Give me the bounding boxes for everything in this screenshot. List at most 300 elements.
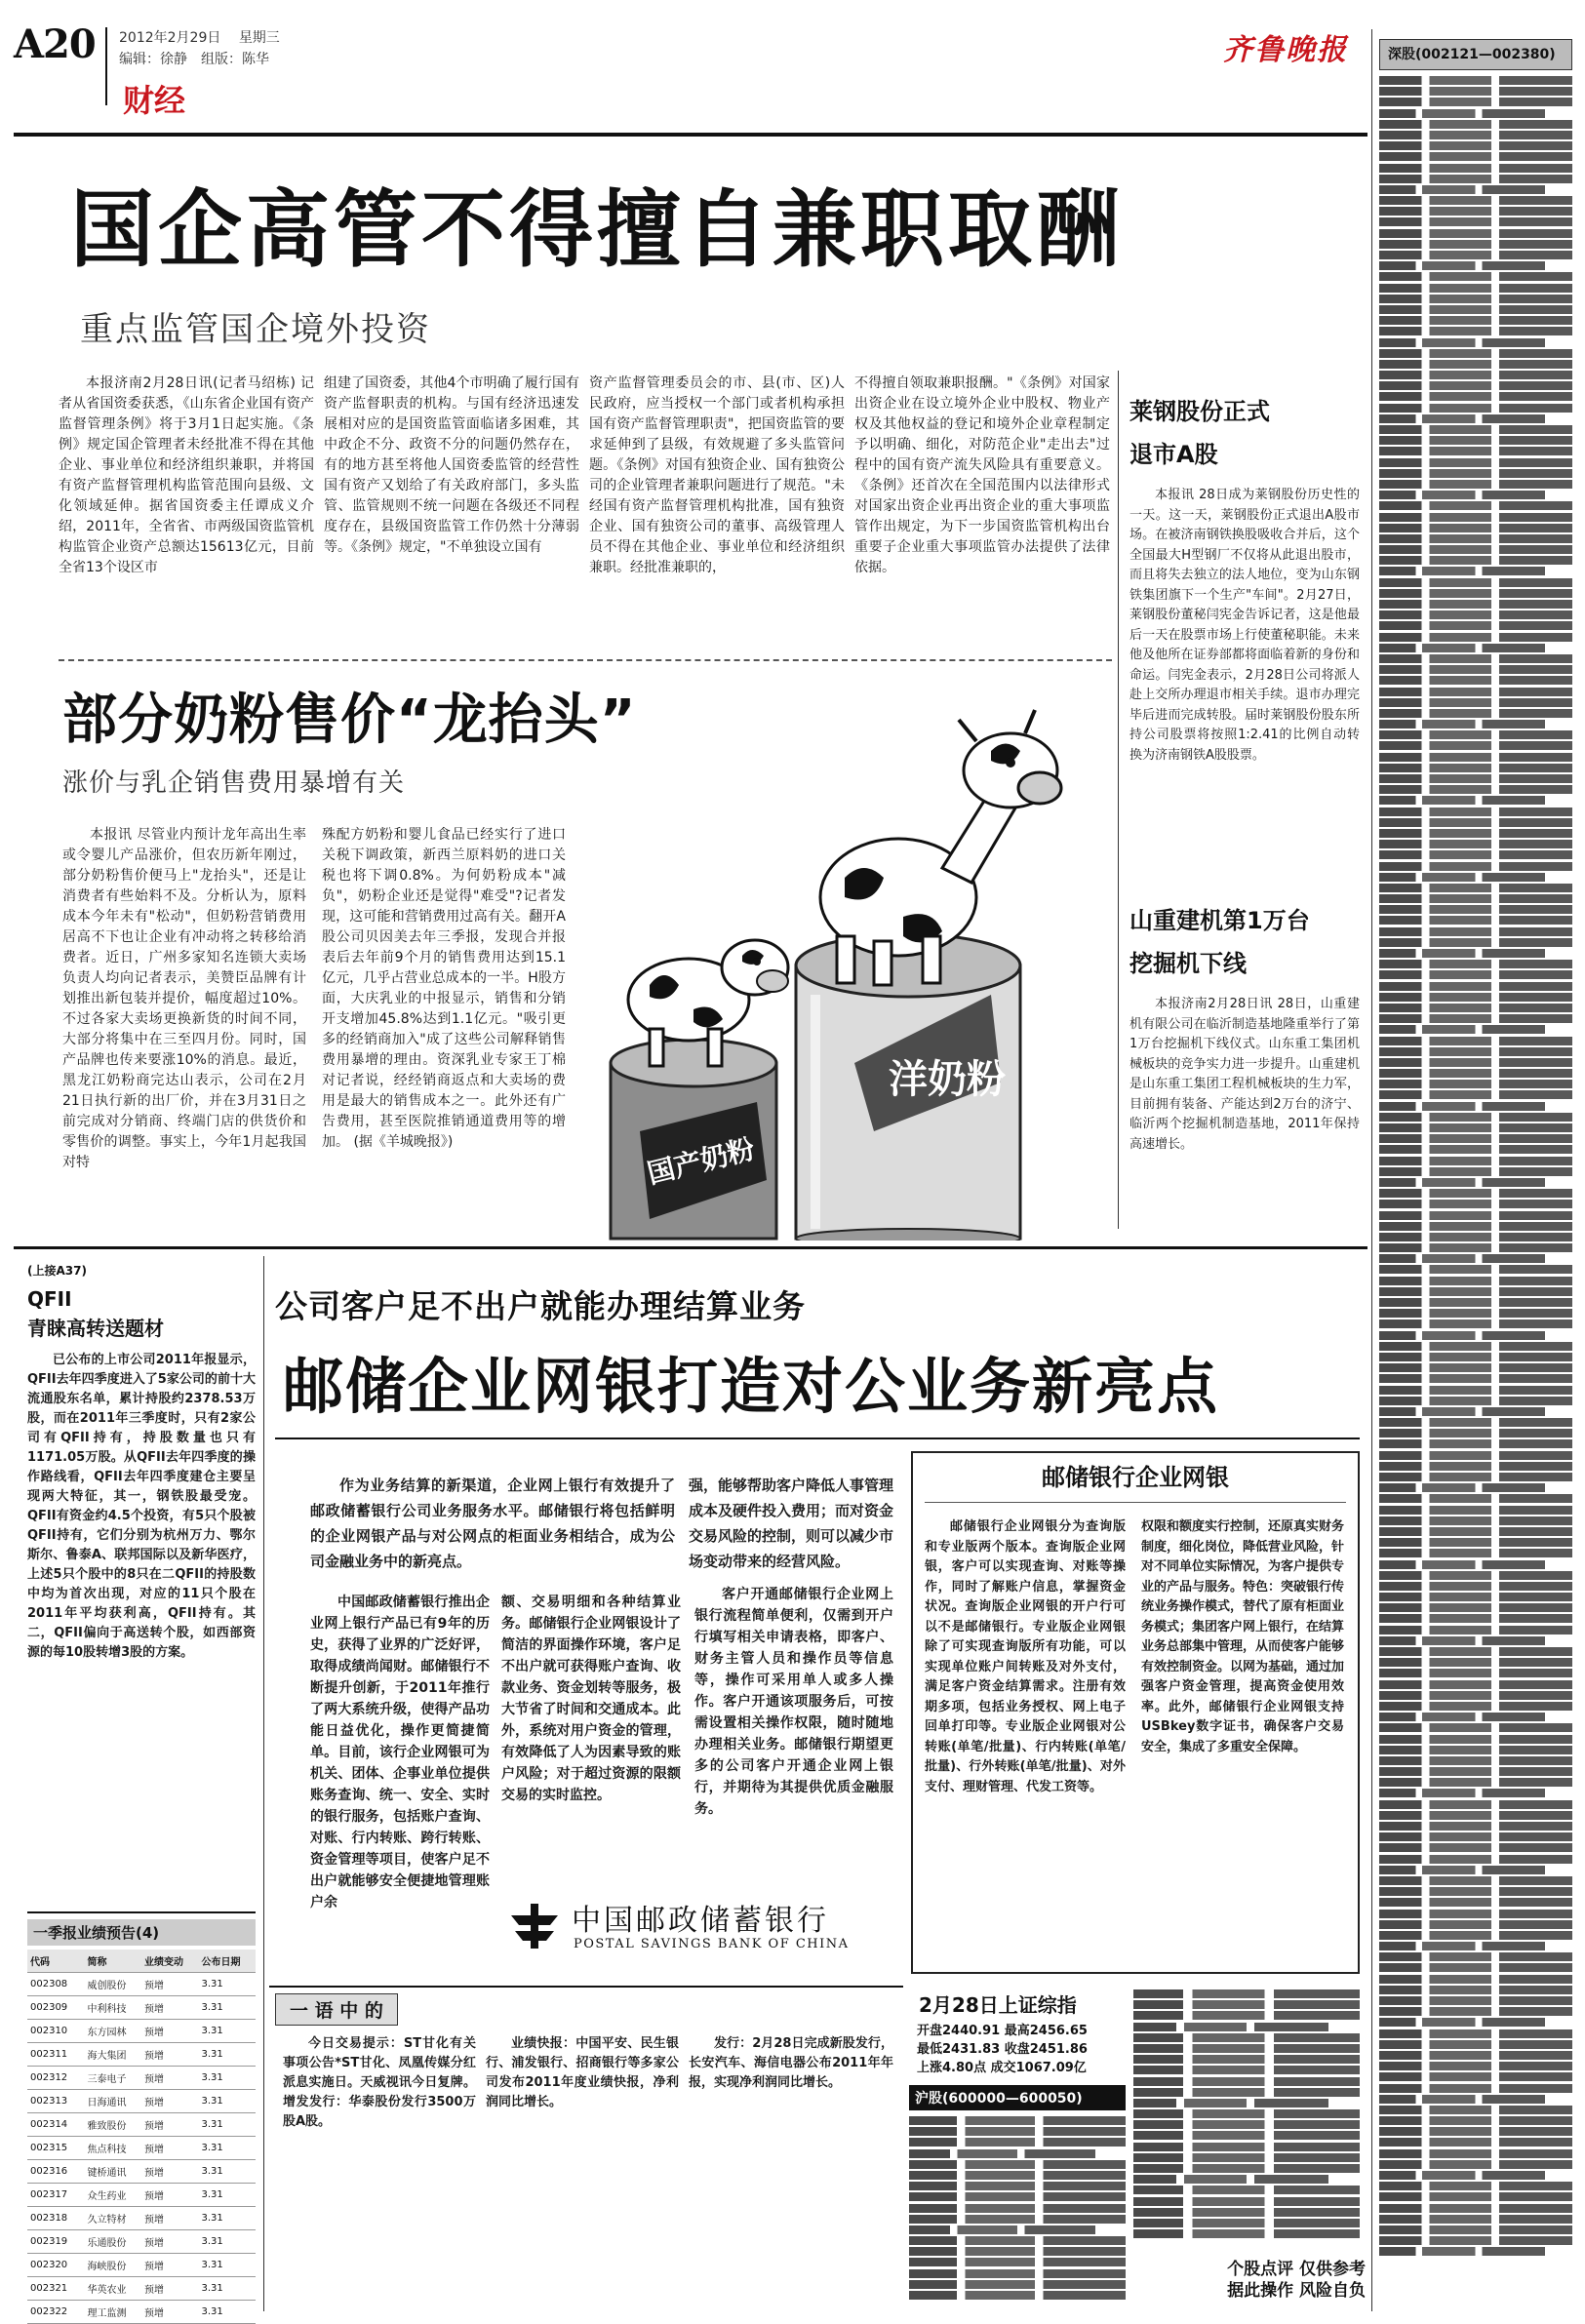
- forecast-table-cell: 3.31: [201, 1979, 223, 1989]
- psbc-col-3-text: 客户开通邮储银行企业网上银行流程简单便利，仅需到开户行填写相关申请表格，即客户、财务主管人员和操作员等信息等，操作可采用单人或多人操作。客户开通该项服务后，可按需设置相关操作权限，随时随地办理相关业务。邮储银行期望更多的公司客户开通企业网上银行，并期待为其提供优质金融服务。: [694, 1587, 893, 1817]
- side-column-rule: [1118, 371, 1119, 1229]
- stock-listing-line: [1379, 1626, 1572, 1635]
- forecast-table-cell: 002321: [30, 2283, 68, 2294]
- stock-listing-line: [1379, 1418, 1572, 1427]
- notes-col-3: [689, 2034, 893, 2311]
- qfii-headline-1: QFII: [27, 1287, 72, 1311]
- weekday-text: 星期三: [238, 30, 280, 46]
- side-story-1-headline-1: 莱钢股份正式: [1129, 398, 1270, 425]
- forecast-table-cell: 3.31: [201, 2260, 223, 2270]
- forecast-table-cell: 预增: [144, 2308, 164, 2319]
- stock-listing-line: [1379, 1353, 1572, 1361]
- stock-listing-line: [1379, 1320, 1572, 1328]
- stock-listing-line: [909, 2258, 1126, 2266]
- forecast-header-code: 代码: [30, 1957, 50, 1968]
- stock-listing-line: [1379, 1145, 1572, 1154]
- stock-listing-line: [1379, 1746, 1572, 1754]
- lead-col-1: [59, 374, 314, 647]
- imported-can-label: 洋奶粉: [889, 1057, 1006, 1102]
- stock-listing-line: [1133, 2033, 1360, 2042]
- psbc-col-3: [694, 1584, 893, 1876]
- stock-listing-line: [1379, 2040, 1572, 2049]
- stock-listing-line: [1379, 251, 1572, 259]
- forecast-table-cell: 002310: [30, 2026, 68, 2036]
- stock-listing-line: [1379, 1374, 1572, 1383]
- stock-listing-line: [1379, 1647, 1572, 1656]
- forecast-table-row: [27, 2160, 256, 2184]
- forecast-table-cell: 3.31: [201, 2096, 223, 2107]
- lead-subheadline: 重点监管国企境外投资: [80, 310, 431, 349]
- psbc-lead-text: 作为业务结算的新渠道，企业网上银行有效提升了邮政储蓄银行公司业务服务水平。邮储银行将包括鲜明的企业网银产品与对公网点的柜面业务相结合，成为公司金融业务中的新亮点。: [310, 1477, 675, 1570]
- psbc-kicker: 公司客户足不出户就能办理结算业务: [275, 1287, 806, 1325]
- stock-listing-line: [1379, 1811, 1572, 1820]
- stock-listing-line: [1379, 1397, 1572, 1405]
- stock-listing-line: [1379, 1494, 1572, 1503]
- stock-listing-line: [909, 2116, 1126, 2125]
- masthead-rule: [14, 133, 1367, 137]
- forecast-table-cell: 海大集团: [87, 2051, 127, 2062]
- stock-listing-line: [1379, 764, 1572, 772]
- forecast-table-cell: 焦点科技: [87, 2145, 127, 2155]
- forecast-header-name: 简称: [87, 1957, 107, 1968]
- forecast-table-cell: 威创股份: [87, 1981, 127, 1991]
- stock-listing-line: [1133, 2000, 1360, 2009]
- stock-listing-line: [1379, 1603, 1572, 1612]
- stock-listing-line: [1133, 2131, 1360, 2140]
- stock-listing-line: [1379, 1037, 1572, 1045]
- forecast-table-cell: 预增: [144, 2098, 164, 2108]
- stock-listing-line: [1379, 688, 1572, 696]
- stock-listing-line: [1379, 2192, 1572, 2201]
- forecast-table-cell: 预增: [144, 2238, 164, 2249]
- upper-section-rule: [14, 1246, 1367, 1249]
- stock-listing-line: [1379, 829, 1572, 838]
- stock-listing-line: [1379, 556, 1572, 565]
- stock-listing-line: [1379, 1483, 1545, 1492]
- forecast-table-title: 一季报业绩预告(4): [27, 1919, 256, 1946]
- stock-listing-line: [1379, 578, 1572, 587]
- stock-listing-line: [1379, 1680, 1572, 1689]
- stock-listing-line: [1379, 284, 1572, 293]
- stock-listing-line: [1379, 1102, 1545, 1111]
- stock-listing-line: [1379, 1386, 1572, 1395]
- forecast-table-cell: 002315: [30, 2143, 68, 2153]
- lead-col-4-text: 不得擅自领取兼职报酬。"《条例》对国家出资企业在设立境外企业中股权、物业产权及其他权益的登记和境外企业章程制定予以明确、细化，对防范企业"走出去"过程中的国有资产流失风险具有重要意义。《条例》还首次在全国范围内以法律形式对国家出资企业再出资企业的重大事项监管作出规定，为下一步国资监管机构出台重要子企业重大事项监管办法提供了法律依据。: [854, 375, 1110, 575]
- stock-listing-line: [1379, 185, 1545, 194]
- stock-listing-line: [1379, 1756, 1572, 1765]
- index-line-3: 上涨4.80点 成交1067.09亿: [917, 2061, 1087, 2075]
- stock-listing-line: [1379, 916, 1572, 925]
- side-story-1-body: [1129, 486, 1360, 887]
- stock-listing-line: [1379, 1123, 1572, 1132]
- stock-listing-line: [1379, 1363, 1572, 1372]
- lead-col-3-text: 资产监督管理委员会的市、县(市、区)人民政府，应当授权一个部门或者机构承担国有资产监督管理职责"，把国资监管的要求延伸到了县级，有效规避了多头监管问题。《条例》对国有独资企业、国有独资公司的企业管理者兼职问题进行了规范。"未经国有资产监督管理机构批准，国有独资企业、国有独资公司的董事、高级管理人员不得在其他企业、事业单位和经济组织兼职。经批准兼职的，: [589, 375, 845, 575]
- stock-listing-line: [1379, 261, 1545, 270]
- forecast-table-body: [27, 1973, 256, 2324]
- stock-listing-line: [1379, 1778, 1572, 1787]
- stock-listing-line: [1379, 2138, 1572, 2147]
- stock-listing-line: [1379, 633, 1572, 642]
- psbc-lead-right: [689, 1473, 893, 1574]
- notes-col-2-text: 业绩快报：中国平安、民生银行、浦发银行、招商银行等多家公司发布2011年度业绩快报，净利润同比增长。: [486, 2036, 679, 2109]
- stock-listing-line: [1379, 676, 1572, 685]
- stock-listing-line: [1379, 316, 1572, 325]
- stock-listing-line: [1379, 1920, 1572, 1929]
- qfii-story: [27, 1262, 256, 1936]
- stock-listing-line: [1379, 1975, 1572, 1984]
- stock-listing-line: [1379, 611, 1572, 619]
- forecast-header-date: 公布日期: [201, 1957, 241, 1968]
- stock-listing-line: [1379, 654, 1572, 663]
- stock-listing-line: [1379, 109, 1545, 118]
- forecast-table-cell: 002320: [30, 2260, 68, 2270]
- qfii-body: [27, 1351, 256, 1936]
- stock-listing-line: [909, 2182, 1126, 2190]
- forecast-table-cell: 3.31: [201, 2166, 223, 2177]
- stock-listing-line: [1379, 873, 1545, 882]
- small-cow-icon: [628, 940, 788, 1066]
- stock-listing-line: [1379, 141, 1572, 150]
- paper-logo: 齐鲁晚报: [1223, 33, 1348, 67]
- stock-listing-line: [1379, 1451, 1572, 1460]
- stock-listing-line: [1133, 2023, 1328, 2031]
- stock-listing-line: [1133, 1989, 1360, 1998]
- stock-listing-line: [1379, 1735, 1572, 1744]
- forecast-table-cell: 海峡股份: [87, 2262, 127, 2272]
- stock-listing-line: [1379, 1025, 1545, 1034]
- stock-listing-line: [909, 2160, 1126, 2169]
- forecast-table-row: [27, 2090, 256, 2113]
- milk-col-2-text: 殊配方奶粉和婴儿食品已经实行了进口关税下调政策，新西兰原料奶的进口关税也将下调0.8%。为何奶粉成本"减负"，奶粉企业还是觉得"难受"?记者发现，这可能和营销费用过高有关。翻开A股公司贝因美去年三季报，发现合并报表后去年前9个月的销售费用达到15.1亿元，几乎占营业总成本的一半。H股方面，大庆乳业的中报显示，销售和分销开支增加45.8%达到1.1亿元。"吸引更多的经销商加入"成了这些公司解释销售费用暴增的理由。资深乳业专家王丁棉对记者说，经经销商返点和大卖场的费用是最大的销售成本之一。此外还有广告费用，甚至医院推销通道费用等的增加。 (据《羊城晚报》): [322, 827, 566, 1150]
- forecast-table-cell: 3.31: [201, 2189, 223, 2200]
- stock-listing-line: [1379, 970, 1572, 979]
- stock-listing-line: [1379, 175, 1572, 183]
- stock-listing-line: [1379, 87, 1572, 96]
- stock-listing-line: [1133, 2208, 1360, 2217]
- psbc-logo: [507, 1892, 878, 1964]
- forecast-table-cell: 乐通股份: [87, 2238, 127, 2249]
- stock-listing-line: [1379, 1636, 1545, 1645]
- stock-listing-line: [1133, 2175, 1328, 2184]
- stock-listing-line: [1379, 927, 1572, 936]
- stock-listing-line: [1379, 1702, 1572, 1711]
- milk-col-1-text: 本报讯 尽管业内预计龙年高出生率或令婴儿产品涨价，但农历新年刚过，部分奶粉售价便马上"龙抬头"，还是让消费者有些始料不及。分析认为，原料成本今年未有"松动"，但奶粉营销费用居高不下也让企业有冲动将之转移给消费者。近日，广州多家知名连锁大卖场负责人均向记者表示，美赞臣品牌有计划推出新包装并提价，幅度超过10%。不过各家大卖场更换新货的时间不同，大部分将集中在三至四月份。同时，国产品牌也传来要涨10%的消息。最近，黑龙江奶粉商完达山表示，公司在2月21日执行新的出厂价，并在3月31日之前完成对分销商、终端门店的供货价和零售价的调整。事实上，今年1月起我国对特: [62, 827, 306, 1170]
- forecast-table-cell: 3.31: [201, 2306, 223, 2317]
- stock-listing-line: [1379, 862, 1572, 871]
- stock-listing-line: [1379, 2149, 1572, 2158]
- story-separator: [59, 659, 1112, 661]
- forecast-table-row: [27, 2184, 256, 2207]
- big-cow-icon: [820, 710, 1061, 985]
- stock-listing-line: [1379, 513, 1572, 522]
- forecast-table-header: [27, 1950, 256, 1973]
- forecast-table-cell: 雅致股份: [87, 2121, 127, 2132]
- stock-listing-line: [1379, 1560, 1545, 1569]
- forecast-table: [27, 1919, 256, 2324]
- stock-listing-line: [1379, 2062, 1572, 2070]
- stock-listing-line: [1379, 458, 1572, 467]
- stock-listing-line: [1379, 207, 1572, 216]
- stock-listing-line: [1379, 501, 1572, 510]
- stock-listing-line: [1133, 2164, 1360, 2173]
- stock-listing-line: [1379, 1462, 1572, 1471]
- stock-listing-line: [1379, 665, 1572, 674]
- stock-listing-line: [1379, 1090, 1572, 1099]
- psbc-box-col-2-text: 权限和额度实行控制，还原真实财务制度，细化岗位，降低营业风险，针对不同单位实际情况，为客户提供专业的产品与服务。特色：突破银行传统业务操作模式，替代了原有柜面业务模式；集团客户网上银行，在结算业务总部集中管理，从而使客户能够有效控制资金。以网为基础，通过加强客户资金管理，提高资金使用效率。此外，邮储银行企业网银支持USBkey数字证书，确保客户交易安全，集成了多重安全保障。: [1141, 1519, 1344, 1754]
- forecast-table-cell: 预增: [144, 2215, 164, 2226]
- stock-listing-line: [1379, 2051, 1572, 2060]
- stock-listing-line: [1379, 338, 1545, 347]
- lead-col-4: [854, 374, 1110, 647]
- qfii-continued: (上接A37): [27, 1264, 87, 1278]
- stock-listing-line: [1379, 785, 1572, 794]
- stock-listing-line: [1133, 2197, 1360, 2206]
- stock-listing-line: [1379, 1200, 1572, 1208]
- forecast-table-cell: 002317: [30, 2189, 68, 2200]
- stock-listing-line: [1379, 600, 1572, 609]
- stock-listing-line: [1379, 349, 1572, 358]
- psbc-box-col-2: [1141, 1517, 1344, 1956]
- stock-listing-line: [1133, 2011, 1360, 2020]
- forecast-table-row: [27, 2137, 256, 2160]
- stock-listing-line: [1379, 894, 1572, 903]
- stock-listing-line: [1379, 2106, 1572, 2114]
- notes-col-3-text: 发行：2月28日完成新股发行，长安汽车、海信电器公布2011年年报，实现净利润同比增长。: [689, 2036, 893, 2090]
- stock-listing-line: [1133, 2055, 1360, 2064]
- stock-listing-line: [1379, 1876, 1572, 1885]
- stock-listing-line: [1133, 2143, 1360, 2151]
- stock-listing-line: [1379, 76, 1572, 85]
- stock-listing-line: [1379, 840, 1572, 848]
- stock-listing-line: [1379, 1942, 1545, 1950]
- stock-listing-line: [909, 2226, 1095, 2234]
- stock-listing-line: [1379, 1658, 1572, 1667]
- forecast-table-cell: 预增: [144, 2121, 164, 2132]
- qfii-headline-2: 青睐高转送题材: [27, 1317, 164, 1340]
- psbc-logo-cn: 中国邮政储蓄银行: [572, 1904, 829, 1938]
- stock-listing-line: [1379, 1931, 1572, 1940]
- milk-col-2: [322, 825, 566, 1237]
- stock-listing-line: [1379, 1134, 1572, 1143]
- milk-col-1: [62, 825, 306, 1237]
- stock-listing-line: [1379, 621, 1572, 630]
- stock-listing-line: [1379, 884, 1572, 892]
- bottom-right-stock-lines: [1133, 1989, 1360, 2238]
- stock-listing-line: [1379, 818, 1572, 827]
- stock-listing-line: [1379, 164, 1572, 173]
- lead-col-2: [324, 374, 579, 647]
- stock-listing-line: [1379, 1080, 1572, 1088]
- forecast-table-cell: 3.31: [201, 2119, 223, 2130]
- stock-listing-line: [1379, 1309, 1572, 1318]
- stock-listing-line: [909, 2215, 1126, 2224]
- stock-listing-line: [1379, 1527, 1572, 1536]
- stock-listing-line: [1379, 982, 1572, 991]
- forecast-table-row: [27, 2301, 256, 2324]
- stock-listing-line: [1379, 644, 1545, 652]
- stock-listing-line: [1379, 1331, 1545, 1340]
- forecast-table-cell: 3.31: [201, 2072, 223, 2083]
- lead-col-3: [589, 374, 845, 647]
- stock-listing-line: [909, 2127, 1126, 2136]
- psbc-col-2: [501, 1592, 681, 1845]
- stock-listing-line: [1379, 1157, 1572, 1165]
- stock-listing-line: [1379, 1069, 1572, 1078]
- psbc-col-2-text: 额、交易明细和各种结算业务。邮储银行企业网银设计了简洁的界面操作环境，客户足不出户就可获得账户查询、收款业务、资金划转等服务，极大节省了时间和交通成本。此外，系统对用户资金的管理，有效降低了人为因素导致的账户风险；对于超过资源的限额交易的实时监控。: [501, 1595, 681, 1803]
- stock-listing-line: [1379, 1952, 1572, 1961]
- forecast-table-cell: 3.31: [201, 2026, 223, 2036]
- stock-listing-line: [1379, 240, 1572, 249]
- stock-listing-line: [1133, 2120, 1360, 2129]
- stock-listing-line: [1379, 698, 1572, 707]
- stock-listing-line: [1379, 2116, 1572, 2125]
- stock-listing-line: [1379, 1342, 1572, 1351]
- side-story-2-text: 本报济南2月28日讯 28日，山重建机有限公司在临沂制造基地隆重举行了第1万台挖掘机下线仪式。山东重工集团机械板块的竞争实力进一步提升。山重建机是山东重工集团工程机械板块的生力军，目前拥有装备、产能达到2万台的济宁、临沂两个挖掘机制造基地，2011年保持高速增长。: [1129, 997, 1360, 1152]
- stock-listing-line: [1379, 1614, 1572, 1623]
- lead-col-2-text: 组建了国资委，其他4个市明确了履行国有资产监督职责的机构。与国有经济迅速发展相对应的是国资监管面临诸多困难，其中政企不分、政资不分的问题仍然存在，有的地方甚至将他人国资委监管的经营性国有资产又划给了有关政府部门，多头监管、监管规则不统一问题在各级还不同程度存在，县级国资监管工作仍然十分薄弱等。《条例》规定，"不单独设立国有: [324, 375, 579, 555]
- forecast-table-cell: 002313: [30, 2096, 68, 2107]
- forecast-table-row: [27, 2020, 256, 2043]
- stock-listing-line: [1379, 1243, 1572, 1252]
- forecast-table-cell: 中利科技: [87, 2004, 127, 2015]
- stock-listing-line: [1133, 2219, 1360, 2227]
- stock-listing-line: [1133, 2099, 1328, 2107]
- stock-listing-line: [1379, 567, 1545, 575]
- stock-listing-line: [1379, 1189, 1572, 1198]
- stock-listing-line: [1379, 1986, 1572, 1994]
- stock-listing-line: [1379, 1582, 1572, 1591]
- stock-listing-line: [1379, 1789, 1545, 1797]
- stock-listing-line: [1379, 709, 1572, 718]
- stock-listing-line: [1133, 2088, 1360, 2097]
- lower-left-rule: [263, 1256, 264, 2311]
- forecast-table-cell: 002318: [30, 2213, 68, 2224]
- forecast-table-row: [27, 2207, 256, 2230]
- stock-listing-line: [909, 2269, 1126, 2278]
- forecast-table-cell: 002322: [30, 2306, 68, 2317]
- stock-listing-line: [1379, 1265, 1572, 1274]
- stock-listing-line: [1379, 2018, 1545, 2027]
- qfii-table-rule: [27, 1911, 256, 1913]
- index-line-1: 开盘2440.91 最高2456.65: [917, 2024, 1088, 2038]
- stock-listing-line: [909, 2236, 1126, 2245]
- stock-listing-line: [1379, 120, 1572, 129]
- stock-listing-line: [909, 2247, 1126, 2256]
- milk-subheadline: 涨价与乳企销售费用暴增有关: [62, 768, 406, 798]
- forecast-table-cell: 三泰电子: [87, 2074, 127, 2085]
- psbc-box-col-1-text: 邮储银行企业网银分为查询版和专业版两个版本。查询版企业网银，客户可以实现查询、对账等操作，同时了解账户信息，掌握资金状况。查询版企业网银的开户行可以不是邮储银行。专业版企业网银除了可实现查询版所有功能，可以实现单位账户间转账及对外支付，满足客户资金结算需求。注册有效期多项，包括业务授权、网上电子回单打印等。专业版企业网银对公转账(单笔/批量)、行内转账(单笔/批量)、行外转账(单笔/批量)、对外支付、理财管理、代发工资等。: [925, 1519, 1126, 1794]
- psbc-col-1-text: 中国邮政储蓄银行推出企业网上银行产品已有9年的历史，获得了业界的广泛好评，取得成绩尚闻财。邮储银行不断提升创新，于2011年推行了两大系统升级，使得产品功能日益优化，操作更简捷简单。目前，该行企业网银可为机关、团体、企事业单位提供账务查询、统一、安全、实时的银行服务，包括账户查询、对账、行内转账、跨行转账、资金管理等项目，使客户足不出户就能够安全便捷地管理账户余: [310, 1595, 490, 1910]
- stock-column-header: 深股(002121—002380): [1379, 39, 1572, 70]
- stock-listing-line: [1379, 949, 1545, 958]
- forecast-table-row: [27, 1973, 256, 1996]
- stock-listing-line: [1379, 1593, 1572, 1601]
- psbc-box-col-1: [925, 1517, 1126, 1956]
- stock-listing-line: [909, 2192, 1126, 2201]
- side-story-1-text: 本报讯 28日成为莱钢股份历史性的一天。这一天，莱钢股份正式退出A股市场。在被济南钢铁换股吸收合并后，这个全国最大H型钢厂不仅将从此退出股市，而且将失去独立的法人地位，变为山东钢铁集团旗下一个生产"车间"。2月27日，莱钢股份董秘闫宪金告诉记者，这是他最后一天在股票市场上行使董秘职能。未来他及他所在证券部都将面临着新的身份和命运。闫宪金表示，2月28日公司将派人赴上交所办理退市相关手续。退市办理完毕后进而完成转股。届时莱钢股份股东所持公司股票将按照1:2.41的比例自动转换为济南钢铁A股股票。: [1129, 488, 1360, 763]
- stock-listing-line: [1379, 2182, 1572, 2190]
- stock-listing-line: [1379, 1211, 1572, 1220]
- stock-listing-line: [1379, 1407, 1545, 1416]
- stock-listing-line: [1379, 447, 1572, 455]
- stock-listing-line: [1379, 1517, 1572, 1525]
- domestic-can-label: 国产奶粉: [644, 1132, 759, 1191]
- stock-listing-line: [1379, 534, 1572, 543]
- forecast-table-cell: 久立特材: [87, 2215, 127, 2226]
- side-story-2-headline-1: 山重建机第1万台: [1129, 907, 1310, 934]
- forecast-table-cell: 预增: [144, 2051, 164, 2062]
- forecast-header-change: 业绩变动: [144, 1957, 183, 1968]
- stock-listing-line: [1379, 1178, 1545, 1187]
- notes-col-2: [486, 2034, 679, 2311]
- forecast-table-cell: 预增: [144, 2168, 164, 2179]
- notes-col-1-text: 今日交易提示：ST甘化有关事项公告*ST甘化、凤凰传媒分红派息实施日。天威视讯今日复牌。增发发行：华泰股份发行3500万股A股。: [283, 2036, 476, 2129]
- stock-listing-line: [1379, 131, 1572, 139]
- stock-listing-line: [909, 2280, 1126, 2289]
- forecast-table-row: [27, 2113, 256, 2137]
- promo-box: [1219, 2259, 1366, 2302]
- stock-listing-line: [909, 2171, 1126, 2180]
- forecast-table-cell: 预增: [144, 2191, 164, 2202]
- psbc-box-title: 邮储银行企业网银: [925, 1453, 1346, 1503]
- stock-listing-line: [1379, 796, 1545, 805]
- stock-listing-line: [1133, 2109, 1360, 2118]
- stock-listing-line: [909, 2149, 1095, 2158]
- stock-listing-line: [1379, 2095, 1545, 2104]
- forecast-table-cell: 3.31: [201, 2143, 223, 2153]
- stock-listing-line: [1379, 2171, 1545, 2180]
- side-story-1: [1129, 390, 1360, 887]
- psbc-headline-rule: [275, 1438, 1360, 1439]
- stock-listing-line: [1379, 196, 1572, 205]
- psbc-logo-icon: [507, 1898, 562, 1952]
- forecast-table-row: [27, 2230, 256, 2254]
- stock-listing-line: [1379, 381, 1572, 390]
- stock-listing-line: [909, 2138, 1126, 2147]
- stock-listing-line: [1379, 993, 1572, 1002]
- stock-listing-line: [1379, 2127, 1572, 2136]
- sh-stock-header: 沪股(600000—600050): [909, 2085, 1126, 2110]
- stock-listing-line: [1379, 1691, 1572, 1700]
- stock-listing-line: [1379, 2084, 1572, 2093]
- promo-line-2: 据此操作 风险自负: [1227, 2281, 1366, 2301]
- side-story-2: [1129, 899, 1360, 1209]
- stock-listing-line: [1379, 545, 1572, 554]
- stock-listing-line: [1379, 152, 1572, 161]
- stock-listing-line: [1133, 2044, 1360, 2053]
- stock-listing-line: [1379, 2007, 1572, 2016]
- stock-listing-line: [1379, 960, 1572, 968]
- psbc-lead-right-text: 强，能够帮助客户降低人事管理成本及硬件投入费用；而对资金交易风险的控制，则可以减少市场变动带来的经营风险。: [689, 1477, 893, 1570]
- stock-listing-line: [1379, 2072, 1572, 2081]
- stock-listing-line: [1379, 1843, 1572, 1852]
- stock-listing-line: [1379, 1800, 1572, 1809]
- stock-listing-line: [1379, 1571, 1572, 1580]
- forecast-table-cell: 预增: [144, 2145, 164, 2155]
- stock-listing-line: [1379, 229, 1572, 238]
- stock-listing-line: [1379, 1822, 1572, 1831]
- side-story-2-body: [1129, 995, 1360, 1209]
- stock-listing-line: [1379, 589, 1572, 598]
- forecast-table-cell: 002308: [30, 1979, 68, 1989]
- milk-headline: [62, 677, 637, 755]
- stock-listing-line: [1379, 2215, 1572, 2224]
- stock-listing-line: [1379, 730, 1572, 739]
- stock-listing-line: [1379, 1767, 1572, 1776]
- stock-listing-line: [909, 2204, 1126, 2213]
- forecast-table-cell: 3.31: [201, 2002, 223, 2013]
- stock-listing-line: [1379, 1058, 1572, 1067]
